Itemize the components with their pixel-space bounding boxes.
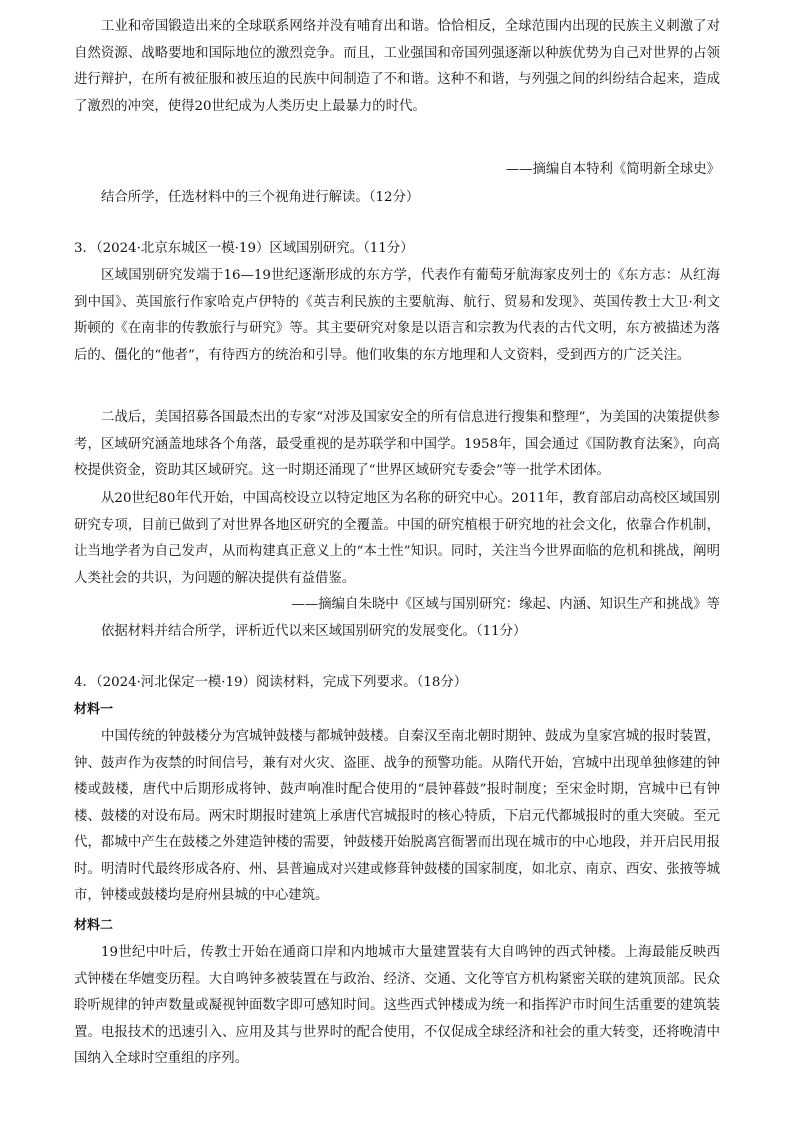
material-1-paragraph: 中国传统的钟鼓楼分为宫城钟鼓楼与都城钟鼓楼。自秦汉至南北朝时期钟、鼓成为皇家宫城的报时装置，钟、鼓声作为夜禁的时间信号，兼有对火灾、盗匪、战争的预警功能。从隋代开始，宫城中出现单独修建的钟楼或鼓楼，唐代中后期形成将钟、鼓声响准时配合使用的“晨钟暮鼓”报时制度；至宋金时期，宫城中已有钟楼、鼓楼的对设布局。两宋时期报时建筑上承唐代宫城报时的核心特质，下启元代都城报时的重大突破。至元代，都城中产生在鼓楼之外建造钟楼的需要，钟鼓楼开始脱离宫衙署而出现在城市的中心地段，并开启民用报时。明清时代最终形成各府、州、县普遍成对兴建或修葺钟鼓楼的国家制度，如北京、南京、西安、张掖等城市，钟楼或鼓楼均是府州县城的中心建筑。	[74, 729, 720, 903]
question-task: 结合所学，任选材料中的三个视角进行解读。（12分）	[101, 190, 420, 205]
material-paragraph: 工业和帝国锻造出来的全球联系网络并没有哺育出和谐。恰恰相反，全球范围内出现的民族主义刺激了对自然资源、战略要地和国际地位的激烈竞争。而且，工业强国和帝国列强逐渐以种族优势为自己对世界的占领进行辩护，在所有被征服和被压迫的民族中间制造了不和谐。这种不和谐，与列强之间的纠纷结合起来，造成了激烈的冲突，使得20世纪成为人类历史上最暴力的时代。	[74, 19, 720, 114]
question-4-title: 4．（2024·河北保定一模·19）阅读材料，完成下列要求。（18分）	[74, 675, 468, 690]
question-3-paragraph-1: 区域国别研究发端于16—19世纪逐渐形成的东方学，代表作有葡萄牙航海家皮列士的《东方志：从红海到中国》、英国旅行作家哈克卢伊特的《英吉利民族的主要航海、航行、贸易和发现》、英国传教士大卫·利文斯顿的《在南非的传教旅行与研究》等。其主要研究对象是以语言和宗教为代表的古代文明，东方被描述为落后的、僵化的“他者”，有待西方的统治和引导。他们收集的东方地理和人文资料，受到西方的广泛关注。	[74, 268, 720, 363]
material-2-paragraph: 19世纪中叶后，传教士开始在通商口岸和内地城市大量建置装有大自鸣钟的西式钟楼。上海最能反映西式钟楼在华嬗变历程。大自鸣钟多被装置在与政治、经济、交通、文化等官方机构紧密关联的建筑顶部。民众聆听规律的钟声数量或凝视钟面数字即可感知时间。这些西式钟楼成为统一和指挥沪市时间生活重要的建筑装置。电报技术的迅速引入、应用及其与世界时的配合使用，不仅促成全球经济和社会的重大转变，还将晚清中国纳入全球时空重组的序列。	[74, 945, 720, 1066]
material-1-label: 材料一	[74, 702, 114, 717]
question-3-paragraph-2: 二战后，美国招募各国最杰出的专家“对涉及国家安全的所有信息进行搜集和整理”，为美国的决策提供参考，区域研究涵盖地球各个角落，最受重视的是苏联学和中国学。1958年，国会通过《国防教育法案》，向高校提供资金，资助其区域研究。这一时期还涌现了“世界区域研究专委会”等一批学术团体。	[74, 410, 720, 478]
material-2-label: 材料二	[74, 918, 114, 933]
question-3-paragraph-3: 从20世纪80年代开始，中国高校设立以特定地区为名称的研究中心。2011年，教育部启动高校区域国别研究专项，目前已做到了对世界各地区研究的全覆盖。中国的研究植根于研究地的社会文化，依靠合作机制，让当地学者为自己发声，从而构建真正意义上的“本土性”知识。同时，关注当今世界面临的危机和挑战，阐明人类社会的共识，为问题的解决提供有益借鉴。	[74, 491, 720, 586]
material-source: ——摘编自本特利《简明新全球史》	[505, 162, 720, 177]
question-3-title: 3．（2024·北京东城区一模·19）区域国别研究。（11分）	[74, 241, 414, 256]
question-3-task: 依据材料并结合所学，评析近代以来区域国别研究的发展变化。（11分）	[101, 624, 527, 639]
question-3-source: ——摘编自朱晓中《区域与国别研究：缘起、内涵、知识生产和挑战》等	[291, 597, 720, 612]
